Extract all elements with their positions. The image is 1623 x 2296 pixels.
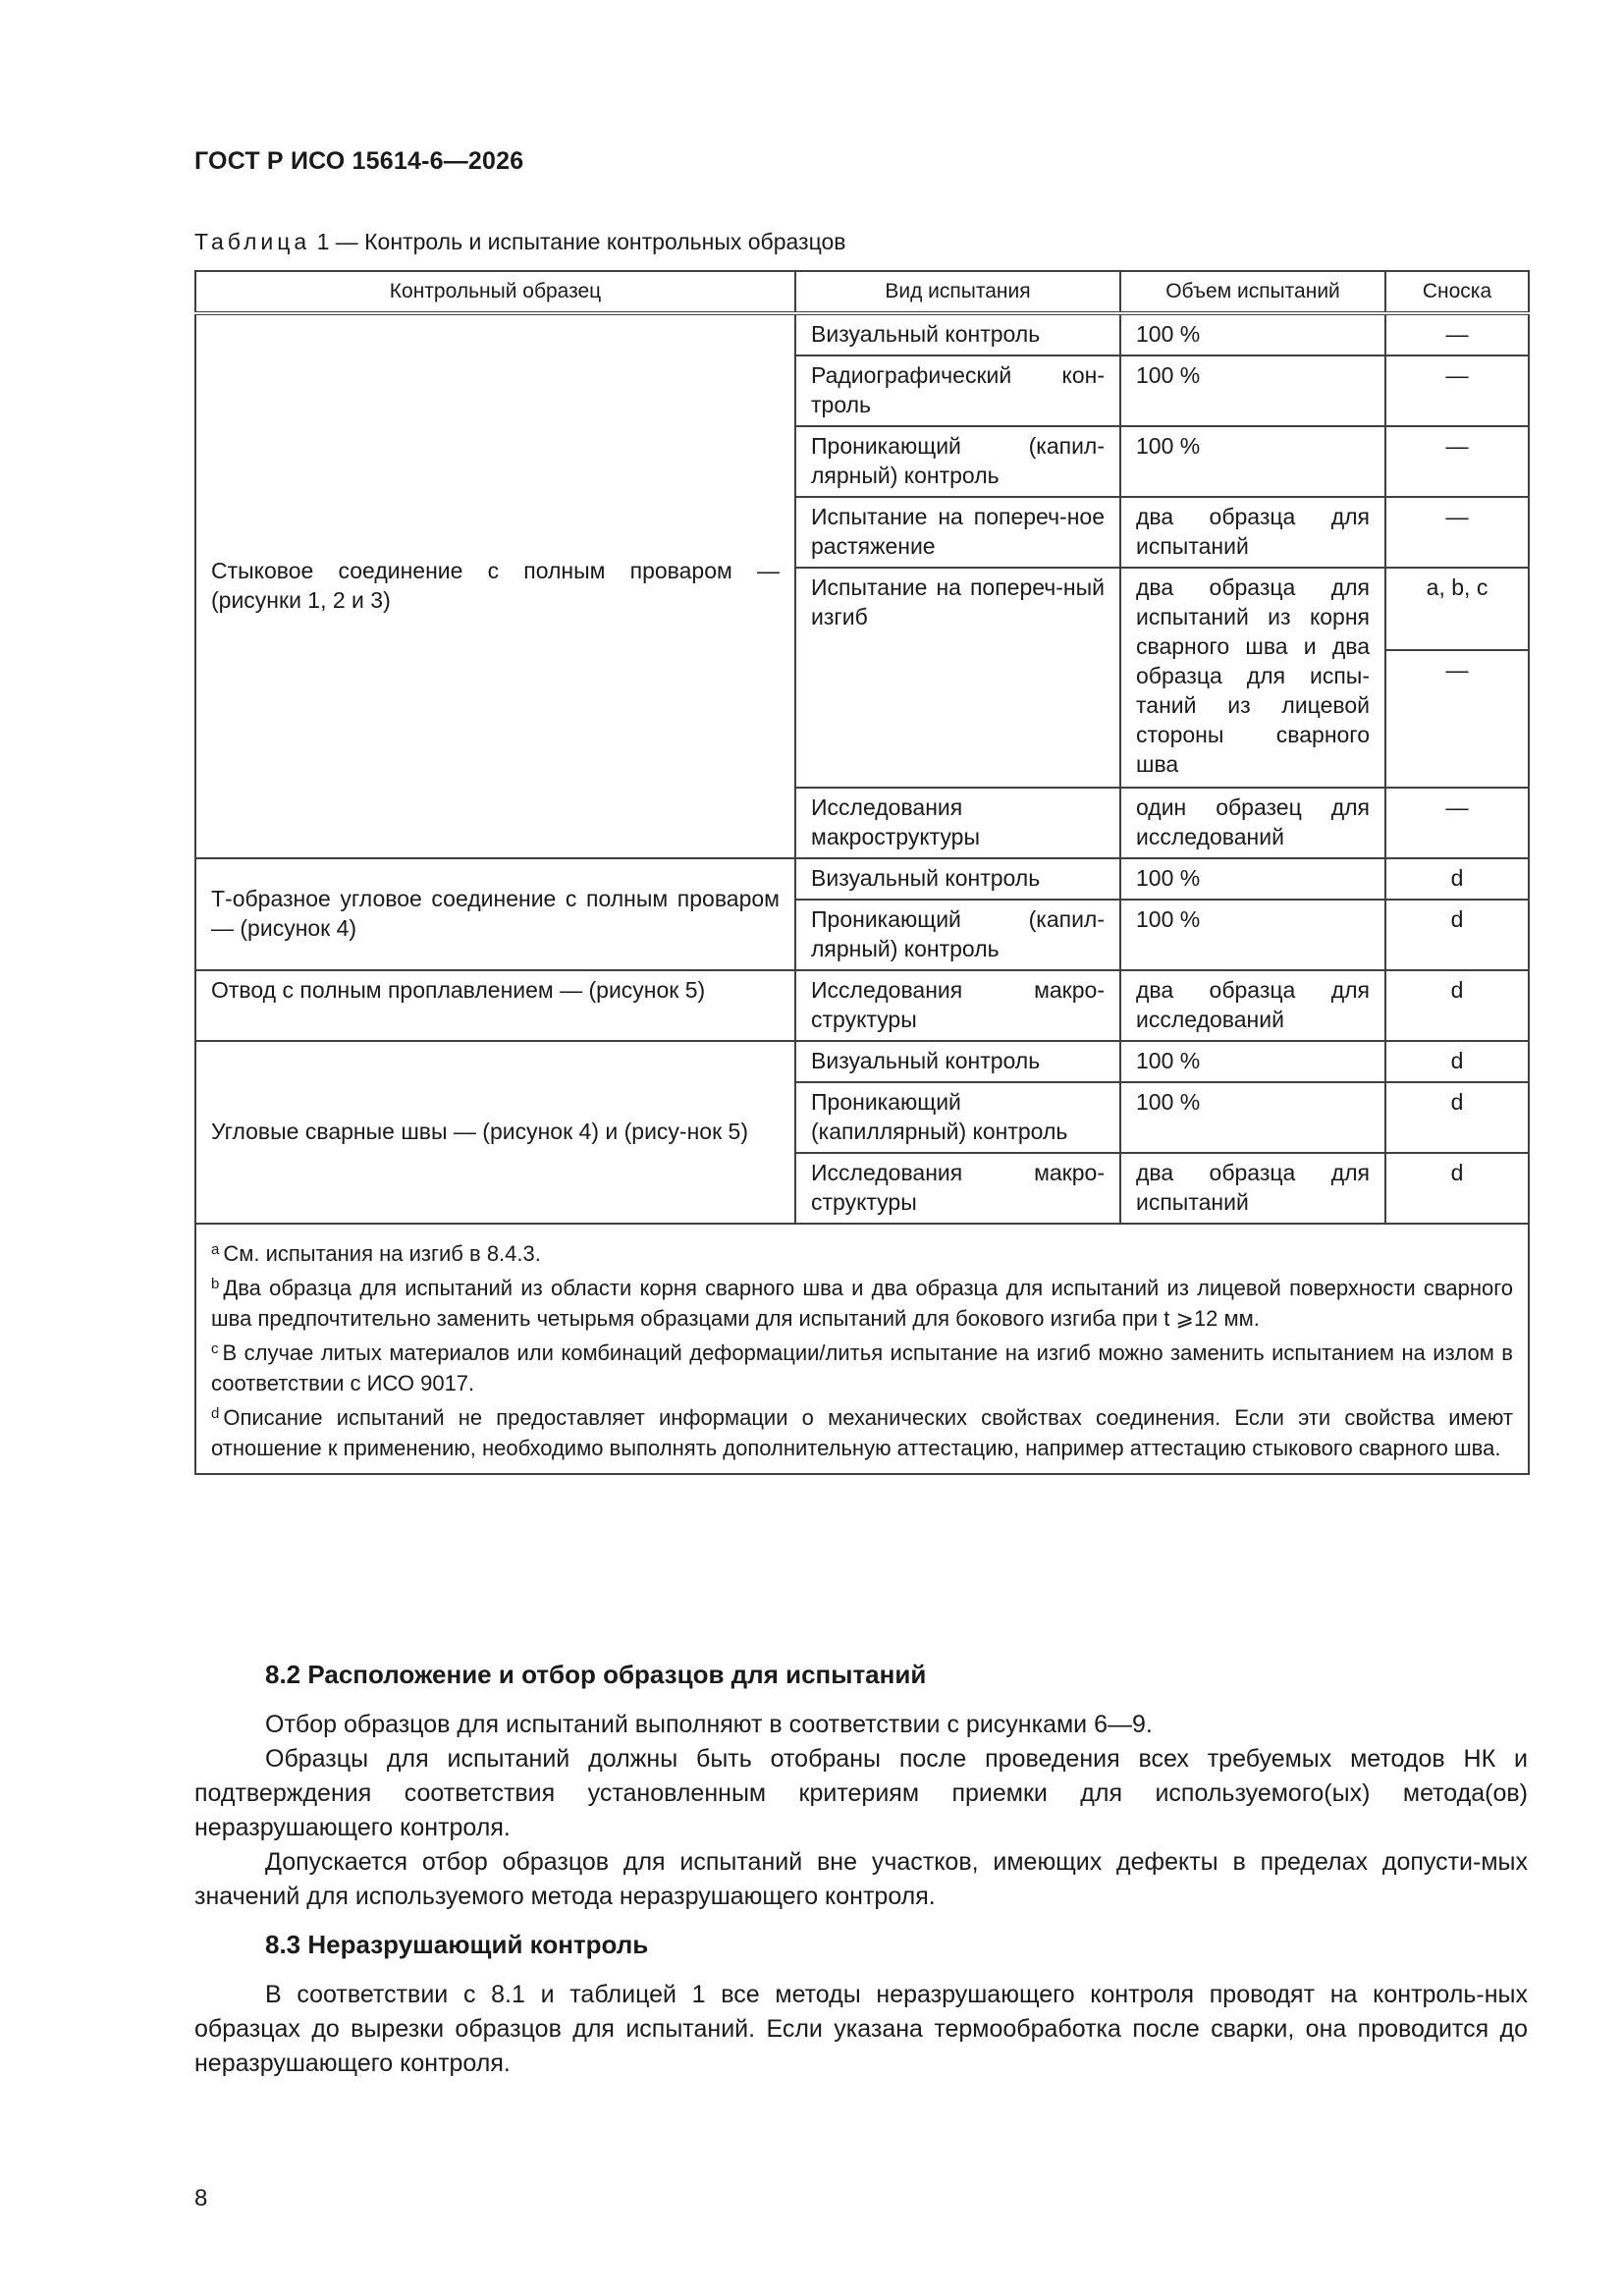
test-type-cell: Проникающий (капиллярный) контроль xyxy=(795,1082,1120,1153)
table-footnotes-row xyxy=(195,1224,1529,1474)
header-footnote: Сноска xyxy=(1385,271,1529,313)
footnote-cell: d xyxy=(1385,858,1529,900)
test-type-cell: Исследования макроструктуры xyxy=(795,788,1120,858)
test-volume-cell: 100 % xyxy=(1120,313,1385,355)
test-type-cell: Исследования макро-структуры xyxy=(795,970,1120,1041)
footnote-cell: — xyxy=(1385,788,1529,858)
paragraph: В соответствии с 8.1 и таблицей 1 все методы неразрушающего контроля проводят на контроль-ных образцах до вырезки образцов для испытаний. Если указана термообработка после сварки, она проводится до неразрушающего контроля. xyxy=(194,1981,1528,2077)
section-8-2-heading: 8.2 Расположение и отбор образцов для испытаний xyxy=(265,1660,927,1689)
test-volume-cell: два образца для исследований xyxy=(1120,970,1385,1041)
footnote-cell: d xyxy=(1385,1041,1529,1082)
footnote-text: См. испытания на изгиб в 8.4.3. xyxy=(223,1241,541,1266)
footnote-mark: c xyxy=(211,1340,219,1357)
table-row xyxy=(195,313,1529,355)
sample-cell: Угловые сварные швы — (рисунок 4) и (рису-нок 5) xyxy=(195,1041,795,1224)
table-header-row xyxy=(195,271,1529,313)
footnote-mark: a xyxy=(211,1241,220,1258)
test-type-cell: Визуальный контроль xyxy=(795,1041,1120,1082)
paragraph: Отбор образцов для испытаний выполняют в соответствии с рисунками 6—9. xyxy=(265,1711,1153,1738)
test-volume-cell: 100 % xyxy=(1120,1041,1385,1082)
footnote-cell: — xyxy=(1385,426,1529,497)
footnote-cell: d xyxy=(1385,1082,1529,1153)
test-volume-cell: 100 % xyxy=(1120,900,1385,970)
document-header: ГОСТ Р ИСО 15614-6—2026 xyxy=(194,147,524,175)
footnote-d xyxy=(211,1398,1513,1463)
test-volume-cell: один образец для исследований xyxy=(1120,788,1385,858)
test-volume-cell: два образца для испытаний xyxy=(1120,497,1385,568)
test-volume-cell: 100 % xyxy=(1120,355,1385,426)
footnote-cell: — xyxy=(1385,355,1529,426)
test-volume-cell: 100 % xyxy=(1120,426,1385,497)
footnote-cell: — xyxy=(1385,313,1529,355)
section-8-2-body xyxy=(194,1708,1528,1914)
footnote-cell: d xyxy=(1385,970,1529,1041)
footnote-b xyxy=(211,1269,1513,1334)
test-type-cell: Испытание на попереч-ное растяжение xyxy=(795,497,1120,568)
test-volume-cell: 100 % xyxy=(1120,858,1385,900)
sample-cell: Стыковое соединение с полным проваром — (рисунки 1, 2 и 3) xyxy=(195,313,795,858)
sample-cell: Т-образное угловое соединение с полным проваром — (рисунок 4) xyxy=(195,858,795,970)
footnote-mark: b xyxy=(211,1276,220,1292)
table-caption-text: 1 — Контроль и испытание контрольных образцов xyxy=(316,229,846,254)
section-8-3-body xyxy=(194,1978,1528,2081)
footnote-text: В случае литых материалов или комбинаций деформации/литья испытание на изгиб можно заменить испытанием на излом в соответствии с ИСО 9017. xyxy=(211,1340,1513,1395)
test-volume-cell: два образца для испытаний xyxy=(1120,1153,1385,1224)
paragraph: Образцы для испытаний должны быть отобраны после проведения всех требуемых методов НК и подтверждения соответствия установленным критериям приемки для используемого(ых) метода(ов) неразрушающего контроля. xyxy=(194,1745,1528,1841)
paragraph: Допускается отбор образцов для испытаний вне участков, имеющих дефекты в пределах допусти-мых значений для используемого метода неразрушающего контроля. xyxy=(194,1848,1528,1910)
footnote-text: Два образца для испытаний из области корня сварного шва и два образца для испытаний из лицевой поверхности сварного шва предпочтительно заменить четырьмя образцами для испытаний для бокового изгиба при t ⩾12 мм. xyxy=(211,1276,1513,1331)
footnote-cell: a, b, c xyxy=(1385,568,1529,650)
header-test-type: Вид испытания xyxy=(795,271,1120,313)
table-row xyxy=(195,858,1529,900)
test-type-cell: Радиографический кон-троль xyxy=(795,355,1120,426)
footnote-c xyxy=(211,1334,1513,1398)
test-type-cell: Визуальный контроль xyxy=(795,313,1120,355)
table-row xyxy=(195,970,1529,1041)
footnote-cell: — xyxy=(1385,650,1529,788)
footnote-cell: d xyxy=(1385,1153,1529,1224)
page-number: 8 xyxy=(194,2185,208,2212)
test-volume-cell: два образца для испытаний из корня сварного шва и два образца для испы-таний из лицевой стороны сварного шва xyxy=(1120,568,1385,788)
footnote-cell: d xyxy=(1385,900,1529,970)
test-type-cell: Исследования макро-структуры xyxy=(795,1153,1120,1224)
footnote-a xyxy=(211,1234,1513,1269)
test-type-cell: Испытание на попереч-ный изгиб xyxy=(795,568,1120,788)
test-type-cell: Проникающий (капил-лярный) контроль xyxy=(795,426,1120,497)
table-row xyxy=(195,1041,1529,1082)
table-caption xyxy=(194,229,846,255)
footnote-cell: — xyxy=(1385,497,1529,568)
header-sample: Контрольный образец xyxy=(195,271,795,313)
section-8-3-heading: 8.3 Неразрушающий контроль xyxy=(265,1930,649,1959)
footnote-text: Описание испытаний не предоставляет информации о механических свойствах соединения. Если эти свойства имеют отношение к применению, необходимо выполнять дополнительную аттестацию, например аттестацию стыкового сварного шва. xyxy=(211,1405,1513,1460)
footnote-mark: d xyxy=(211,1405,220,1422)
table-caption-label: Таблица xyxy=(194,229,311,254)
test-volume-cell: 100 % xyxy=(1120,1082,1385,1153)
tests-table xyxy=(194,270,1530,1475)
test-type-cell: Визуальный контроль xyxy=(795,858,1120,900)
sample-cell: Отвод с полным проплавлением — (рисунок 5) xyxy=(195,970,795,1041)
table-footnotes xyxy=(195,1224,1529,1474)
header-test-volume: Объем испытаний xyxy=(1120,271,1385,313)
test-type-cell: Проникающий (капил-лярный) контроль xyxy=(795,900,1120,970)
